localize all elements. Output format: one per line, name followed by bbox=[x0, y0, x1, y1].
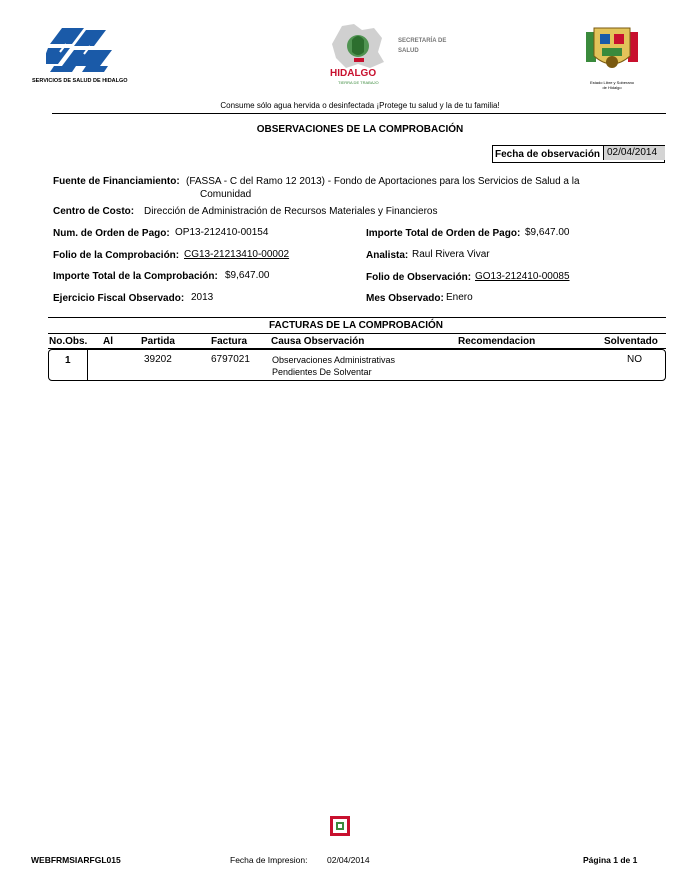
importe-comp-label: Importe Total de la Comprobación: bbox=[53, 271, 218, 282]
cell-causa-line2: Pendientes De Solventar bbox=[272, 367, 372, 377]
footer-fecha-value: 02/04/2014 bbox=[327, 855, 370, 865]
centro-value: Dirección de Administración de Recursos Materiales y Financieros bbox=[144, 206, 438, 217]
table-title-rule bbox=[48, 317, 666, 318]
col-partida: Partida bbox=[141, 336, 175, 347]
orden-label: Num. de Orden de Pago: bbox=[53, 228, 170, 239]
coat-of-arms-caption bbox=[580, 80, 644, 90]
coat-of-arms-icon bbox=[584, 22, 640, 78]
mes-label: Mes Observado: bbox=[366, 293, 444, 304]
page-title: OBSERVACIONES DE LA COMPROBACIÓN bbox=[256, 124, 464, 135]
fuente-label: Fuente de Financiamiento: bbox=[53, 176, 180, 187]
fecha-observacion-value: 02/04/2014 bbox=[603, 146, 665, 160]
secretaria-line1: SECRETARÍA DE bbox=[398, 38, 447, 44]
fecha-observacion-box bbox=[492, 145, 665, 163]
importe-orden-value: $9,647.00 bbox=[525, 227, 570, 238]
footer-emblem bbox=[330, 816, 350, 836]
coat-caption-line2: de Hidalgo bbox=[602, 85, 622, 90]
hidalgo-logo bbox=[328, 22, 390, 90]
hidalgo-word: HIDALGO bbox=[330, 68, 377, 79]
folio-obs-value: GO13-212410-00085 bbox=[475, 271, 570, 282]
cell-solventado: NO bbox=[627, 354, 642, 365]
analista-value: Raul Rivera Vivar bbox=[412, 249, 490, 260]
secretaria-label bbox=[398, 36, 446, 56]
ejercicio-label: Ejercicio Fiscal Observado: bbox=[53, 293, 185, 304]
table-header bbox=[48, 333, 666, 349]
fuente-value-line2: Comunidad bbox=[200, 189, 252, 200]
cell-no-obs: 1 bbox=[65, 355, 71, 366]
ejercicio-value: 2013 bbox=[191, 292, 214, 303]
importe-orden-label: Importe Total de Orden de Pago: bbox=[366, 228, 521, 239]
footer-fecha-label: Fecha de Impresion: bbox=[230, 855, 308, 865]
salud-hidalgo-logo bbox=[32, 28, 128, 86]
importe-comp-value: $9,647.00 bbox=[225, 270, 270, 281]
folio-obs-label: Folio de Observación: bbox=[366, 272, 472, 283]
footer-emblem-icon bbox=[330, 816, 350, 836]
fuente-value-line1: (FASSA - C del Ramo 12 2013) - Fondo de Aportaciones para los Servicios de Salud a la bbox=[186, 176, 580, 187]
coat-caption-line1: Estado Libre y Soberano bbox=[589, 80, 635, 85]
folio-comp-label: Folio de la Comprobación: bbox=[53, 250, 180, 261]
hidalgo-coat-of-arms bbox=[584, 22, 640, 92]
hidalgo-map-icon bbox=[328, 22, 388, 72]
slogan: Consume sólo agua hervida o desinfectada ¡Protege tu salud y la de tu familia! bbox=[220, 101, 500, 110]
folio-comp-value: CG13-21213410-00002 bbox=[184, 249, 290, 260]
col-al: Al bbox=[103, 336, 113, 347]
col-factura: Factura bbox=[211, 336, 248, 347]
col-causa: Causa Observación bbox=[271, 336, 365, 347]
row-divider bbox=[87, 350, 88, 380]
cell-causa-line1: Observaciones Administrativas bbox=[272, 355, 396, 365]
cell-partida: 39202 bbox=[144, 354, 172, 365]
col-recomendacion: Recomendacion bbox=[458, 336, 536, 347]
salud-hidalgo-logo-icon bbox=[46, 28, 116, 76]
footer-page: Página 1 de 1 bbox=[583, 855, 638, 865]
col-no-obs: No.Obs. bbox=[49, 336, 88, 347]
table-title: FACTURAS DE LA COMPROBACIÓN bbox=[268, 320, 444, 331]
hidalgo-tagline: TIERRA DE TRABAJO bbox=[338, 80, 379, 85]
fecha-observacion-label: Fecha de observación bbox=[495, 149, 601, 160]
mes-value: Enero bbox=[446, 292, 473, 303]
secretaria-line2: SALUD bbox=[398, 48, 419, 54]
col-solventado: Solventado bbox=[604, 336, 658, 347]
table-row bbox=[48, 349, 666, 381]
footer-report-id: WEBFRMSIARFGL015 bbox=[31, 855, 121, 865]
salud-hidalgo-caption: SERVICIOS DE SALUD DE HIDALGO bbox=[32, 78, 128, 84]
centro-label: Centro de Costo: bbox=[53, 206, 135, 217]
orden-value: OP13-212410-00154 bbox=[175, 227, 269, 238]
cell-factura: 6797021 bbox=[211, 354, 250, 365]
slogan-underline bbox=[52, 113, 666, 114]
analista-label: Analista: bbox=[366, 250, 409, 261]
